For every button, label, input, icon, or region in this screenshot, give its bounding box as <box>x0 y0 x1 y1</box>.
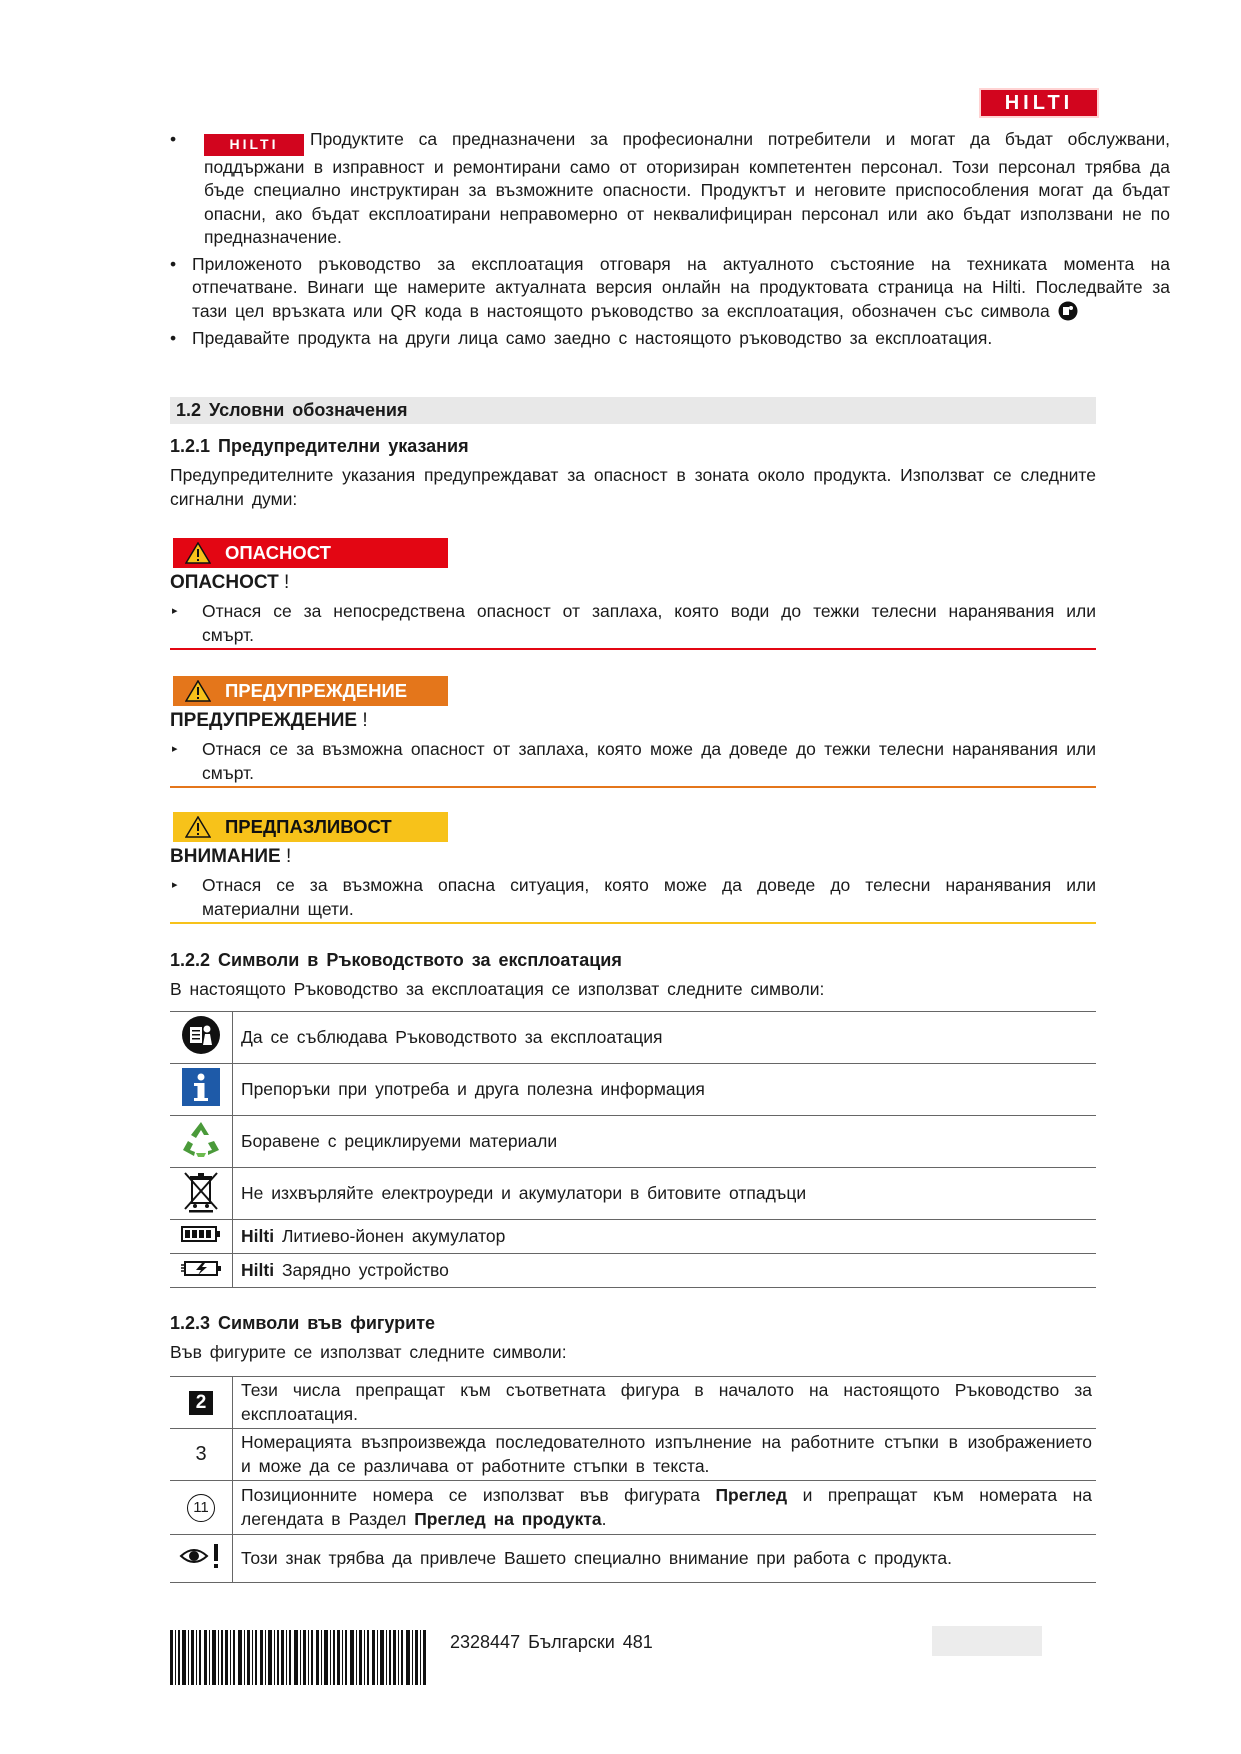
warning-triangle-icon <box>185 680 211 702</box>
battery-icon <box>181 1225 221 1243</box>
bullet-text: Продуктите са предназначени за професионални потребители и могат да бъдат обслужвани, поддържани в изправност и ремонтирани само от оторизиран компетентен персонал. Този персонал трябва да бъде специално инструктиран за възможните опасности. Продуктът и неговите приспособления могат да бъдат опасни, ако бъдат експлоатирани неправомерно от неквалифициран персонал или ако бъдат използвани не по предназначение. <box>204 129 1170 248</box>
page-footer: 2328447 Български 481 <box>450 1632 653 1652</box>
warning-signal-label <box>173 676 448 706</box>
table-row <box>170 1429 1096 1481</box>
caution-description: ▸ Отнася се за възможна опасна ситуация, която може да доведе до телесни наранявания или материални щети. <box>172 875 1096 919</box>
warning-triangle-icon <box>185 542 211 564</box>
danger-label-text: ОПАСНОСТ <box>225 542 331 563</box>
symbol-description: Препоръки при употреба и друга полезна информация <box>233 1064 1097 1116</box>
section-heading-1-2-1: 1.2.1 Предупредителни указания <box>170 436 469 456</box>
arrow-bullet-icon: ▸ <box>172 743 178 755</box>
symbol-description: Не изхвърляйте електроуреди и акумулатори в битовите отпадъци <box>233 1168 1097 1220</box>
bullet-marker: • <box>170 129 177 149</box>
warnings-intro-paragraph: Предупредителните указания предупреждават за опасност в зоната около продукта. Използват се следните сигнални думи: <box>170 465 1096 509</box>
figure-symbols-table <box>170 1376 1096 1583</box>
bullet-marker: • <box>170 328 177 349</box>
danger-divider <box>170 648 1096 650</box>
symbol-description: Hilti Литиево-йонен акумулатор <box>233 1220 1097 1254</box>
caution-title: ВНИМАНИЕ ! <box>170 846 292 867</box>
warning-label-text: ПРЕДУПРЕЖДЕНИЕ <box>225 680 408 701</box>
symbol-description: Hilti Зарядно устройство <box>233 1254 1097 1288</box>
intro-bullet <box>170 128 1170 250</box>
table-row <box>170 1168 1096 1220</box>
danger-title: ОПАСНОСТ ! <box>170 572 290 593</box>
intro-bullet <box>170 253 1170 324</box>
table-row <box>170 1220 1096 1254</box>
danger-description: ▸ Отнася се за непосредствена опасност от заплаха, която води до тежки телесни наранявания или смърт. <box>172 601 1096 645</box>
bullet-marker: • <box>170 253 177 274</box>
table-row <box>170 1254 1096 1288</box>
warning-triangle-icon <box>185 816 211 838</box>
bullet-text: Предавайте продукта на други лица само заедно с настоящото ръководство за експлоатация. <box>192 328 993 349</box>
symbol-description: Боравене с рециклируеми материали <box>233 1116 1097 1168</box>
section-heading-1-2: 1.2 Условни обозначения <box>170 397 1096 424</box>
manual-icon <box>181 1015 221 1055</box>
intro-bullet-list <box>170 128 1170 354</box>
arrow-bullet-icon: ▸ <box>172 605 178 617</box>
warning-description: ▸ Отнася се за възможна опасност от заплаха, която може да доведе до тежки телесни наранявания или смърт. <box>172 739 1096 783</box>
intro-bullet <box>170 327 1170 351</box>
arrow-bullet-icon: ▸ <box>172 879 178 891</box>
section-heading-1-2-2: 1.2.2 Символи в Ръководството за експлоатация <box>170 950 622 970</box>
step-number-icon: 3 <box>195 1443 207 1465</box>
figure-symbols-intro-paragraph: Във фигурите се използват следните символи: <box>170 1342 567 1362</box>
hilti-logo-inline: HILTI <box>204 134 304 156</box>
info-icon <box>181 1067 221 1107</box>
footer-grey-box <box>932 1626 1042 1656</box>
danger-signal-label <box>173 538 448 568</box>
crossed-bin-icon <box>181 1169 221 1213</box>
symbol-description: Тези числа препращат към съответната фигура в началото на настоящото Ръководство за експлоатация. <box>233 1377 1097 1429</box>
warning-divider <box>170 786 1096 788</box>
table-row <box>170 1377 1096 1429</box>
caution-signal-label <box>173 812 448 842</box>
symbols-intro-paragraph: В настоящото Ръководство за експлоатация се използват следните символи: <box>170 979 825 999</box>
table-row <box>170 1535 1096 1583</box>
symbol-description: Този знак трябва да привлече Вашето специално внимание при работа с продукта. <box>233 1535 1097 1583</box>
barcode <box>170 1630 426 1685</box>
section-heading-1-2-3: 1.2.3 Символи във фигурите <box>170 1313 436 1333</box>
manual-icon <box>1058 301 1078 321</box>
figure-number-icon: 2 <box>189 1391 213 1415</box>
charger-icon <box>180 1258 222 1278</box>
position-number-icon: 11 <box>187 1494 215 1522</box>
manual-symbols-table <box>170 1011 1096 1288</box>
table-row <box>170 1481 1096 1535</box>
caution-divider <box>170 922 1096 924</box>
symbol-description: Да се съблюдава Ръководството за експлоатация <box>233 1012 1097 1064</box>
table-row <box>170 1012 1096 1064</box>
symbol-description: Номерацията възпроизвежда последователното изпълнение на работните стъпки в изображението и може да се различава от работните стъпки в текста. <box>233 1429 1097 1481</box>
table-row <box>170 1064 1096 1116</box>
symbol-description: Позиционните номера се използват във фигурата Преглед и препращат към номерата на легендата в Раздел Преглед на продукта. <box>233 1481 1097 1535</box>
warning-title: ПРЕДУПРЕЖДЕНИЕ ! <box>170 710 368 731</box>
bullet-text: Приложеното ръководство за експлоатация отговаря на актуалното състояние на техниката момента на отпечатване. Винаги ще намерите актуалната версия онлайн на продуктовата страница на Hilti. Последвайте за тази цел връзката или QR кода в настоящото ръководство за експлоатация, обозначен със символа <box>192 253 1170 321</box>
attention-eye-icon <box>179 1542 223 1570</box>
hilti-logo: HILTI <box>979 88 1099 118</box>
table-row <box>170 1116 1096 1168</box>
recycle-icon <box>180 1119 222 1159</box>
caution-label-text: ПРЕДПАЗЛИВОСТ <box>225 816 392 837</box>
